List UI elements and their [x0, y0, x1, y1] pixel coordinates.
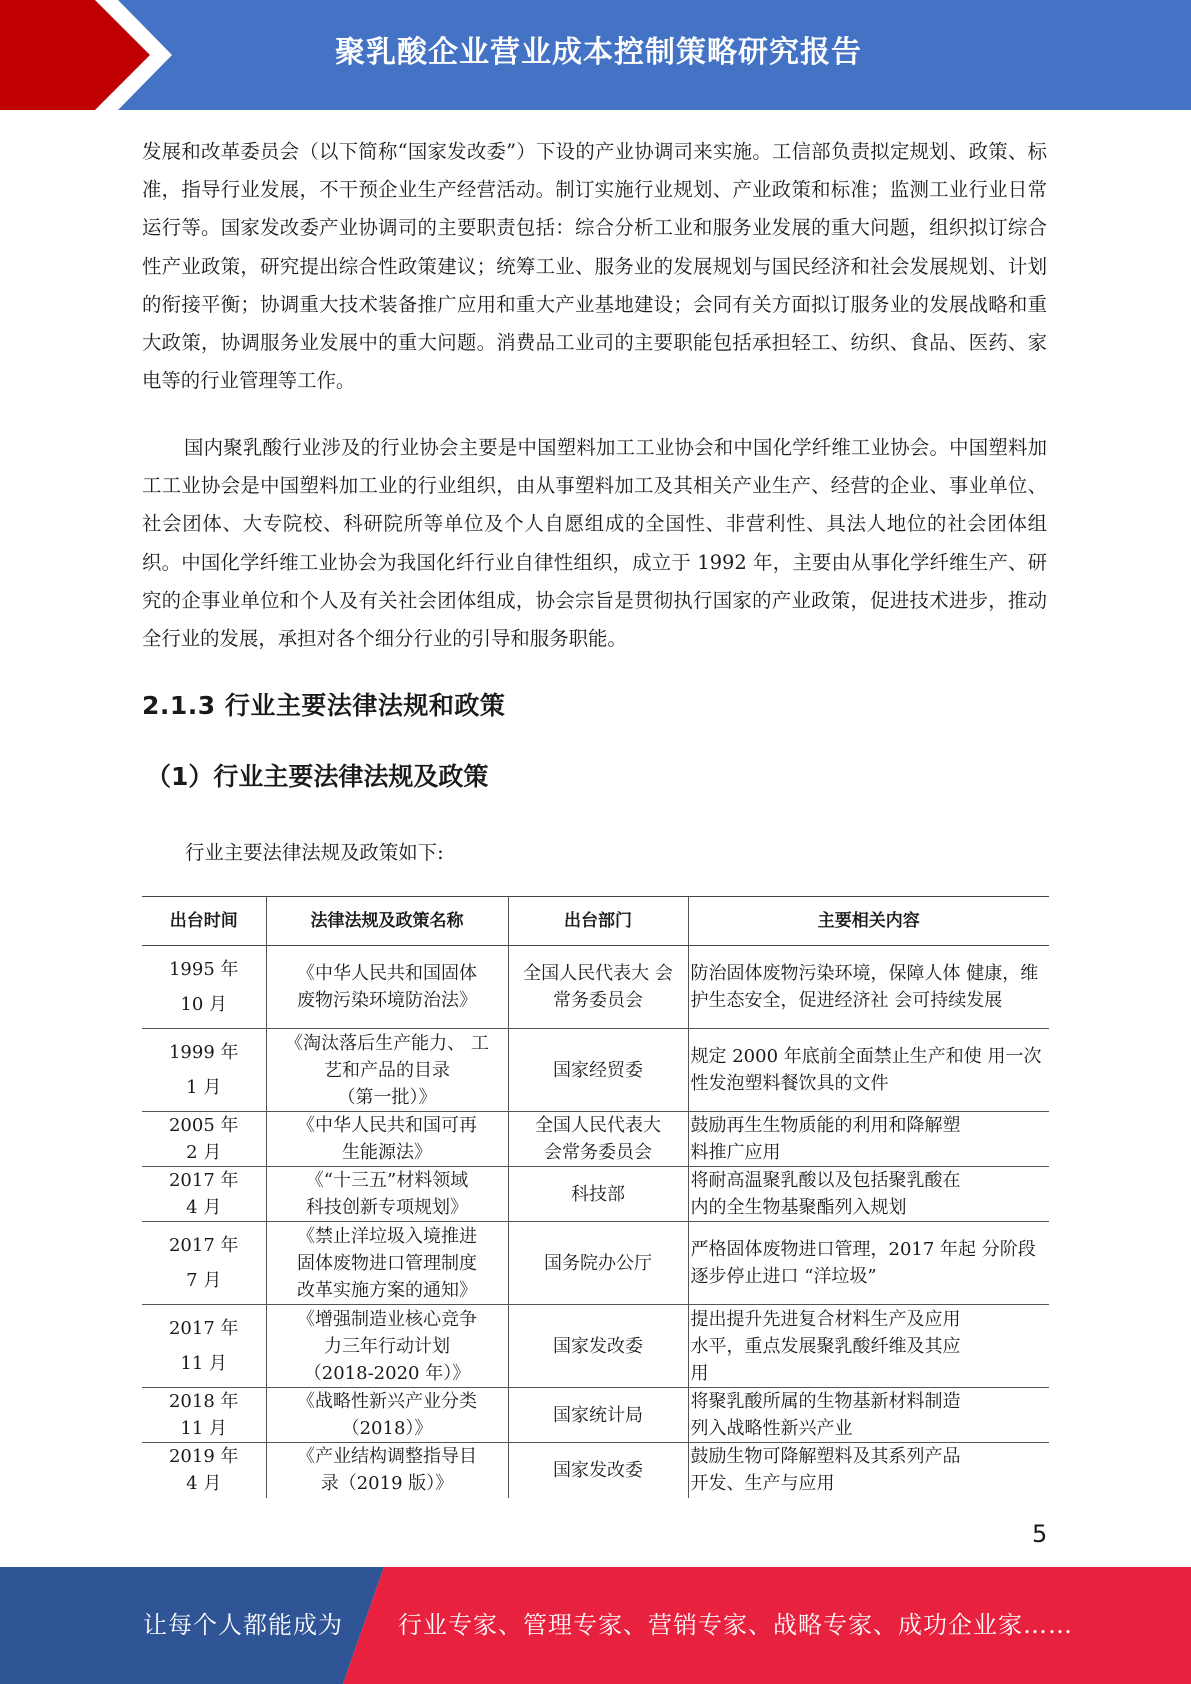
cell-content: 规定 2000 年底前全面禁止生产和使 用一次性发泡塑料餐饮具的文件 — [688, 1029, 1049, 1112]
cell-content: 将聚乳酸所属的生物基新材料制造 列入战略性新兴产业 — [688, 1388, 1049, 1443]
header-policy-name: 法律法规及政策名称 — [266, 897, 508, 946]
cell-department: 科技部 — [508, 1167, 688, 1222]
header-department: 出台部门 — [508, 897, 688, 946]
cell-department: 国家经贸委 — [508, 1029, 688, 1112]
page-number: 5 — [1032, 1520, 1048, 1548]
cell-policy-name: 《增强制造业核心竞争 力三年行动计划 （2018-2020 年）》 — [266, 1305, 508, 1388]
header-date: 出台时间 — [142, 897, 266, 946]
cell-date: 2017 年 11 月 — [142, 1305, 266, 1388]
table-row — [142, 1029, 1049, 1112]
cell-department: 全国人民代表大 会常务委员会 — [508, 1112, 688, 1167]
cell-date: 2017 年 7 月 — [142, 1222, 266, 1305]
cell-policy-name: 《禁止洋垃圾入境推进 固体废物进口管理制度 改革实施方案的通知》 — [266, 1222, 508, 1305]
cell-policy-name: 《中华人民共和国可再 生能源法》 — [266, 1112, 508, 1167]
table-row — [142, 1222, 1049, 1305]
header-content: 主要相关内容 — [688, 897, 1049, 946]
body-paragraph-1: 发展和改革委员会（以下简称“国家发改委”）下设的产业协调司来实施。工信部负责拟定规划、政策、标准，指导行业发展，不干预企业生产经营活动。制订实施行业规划、产业政策和标准；监测工业行业日常运行等。国家发改委产业协调司的主要职责包括：综合分析工业和服务业发展的重大问题，组织拟订综合性产业政策，研究提出综合性政策建议；统筹工业、服务业的发展规划与国民经济和社会发展规划、计划的衔接平衡；协调重大技术装备推广应用和重大产业基地建设；会同有关方面拟订服务业的发展战略和重大政策，协调服务业发展中的重大问题。消费品工业司的主要职能包括承担轻工、纺织、食品、医药、家电等的行业管理等工作。 — [142, 140, 1047, 393]
cell-date: 2019 年 4 月 — [168, 1446, 239, 1495]
footer-slogan-right: 行业专家、管理专家、营销专家、战略专家、成功企业家…… — [398, 1611, 1073, 1639]
policy-table — [142, 896, 1049, 1498]
report-footer — [0, 1567, 1191, 1684]
cell-content: 严格固体废物进口管理，2017 年起 分阶段逐步停止进口 “洋垃圾” — [688, 1222, 1049, 1305]
cell-department: 国务院办公厅 — [508, 1222, 688, 1305]
body-paragraph-2: 国内聚乳酸行业涉及的行业协会主要是中国塑料加工工业协会和中国化学纤维工业协会。中国塑料加工工业协会是中国塑料加工业的行业组织，由从事塑料加工及其相关产业生产、经营的企业、事业单位、社会团体、大专院校、科研院所等单位及个人自愿组成的全国性、非营利性、具法人地位的社会团体组织。中国化学纤维工业协会为我国化纤行业自律性组织，成立于 1992 年，主要由从事化学纤维生产、研究的企事业单位和个人及有关社会团体组成，协会宗旨是贯彻执行国家的产业政策，促进技术进步，推动全行业的发展，承担对各个细分行业的引导和服务职能。 — [142, 436, 1047, 651]
cell-content: 鼓励生物可降解塑料及其系列产品 开发、生产与应用 — [688, 1443, 1049, 1498]
cell-policy-name: 《产业结构调整指导目 录（2019 版）》 — [266, 1443, 508, 1498]
section-heading: 2.1.3 行业主要法律法规和政策 — [142, 691, 506, 720]
cell-content: 将耐高温聚乳酸以及包括聚乳酸在 内的全生物基聚酯列入规划 — [688, 1167, 1049, 1222]
report-title: 聚乳酸企业营业成本控制策略研究报告 — [335, 35, 862, 70]
cell-date: 1999 年 1 月 — [142, 1029, 266, 1112]
cell-date: 1995 年 10 月 — [142, 946, 266, 1029]
table-row — [142, 1305, 1049, 1388]
table-row — [142, 1112, 1049, 1167]
cell-date: 2017 年 4 月 — [142, 1167, 266, 1222]
footer-slogan-left: 让每个人都能成为 — [143, 1611, 343, 1639]
cell-policy-name: 《淘汰落后生产能力、 工 艺和产品的目录 （第一批）》 — [266, 1029, 508, 1112]
report-header — [0, 0, 1191, 110]
table-header-row — [142, 897, 1049, 946]
cell-department: 全国人民代表大 会 常务委员会 — [508, 946, 688, 1029]
table-intro: 行业主要法律法规及政策如下: — [185, 841, 444, 864]
cell-content: 防治固体废物污染环境，保障人体 健康，维护生态安全，促进经济社 会可持续发展 — [688, 946, 1049, 1029]
subsection-heading: （1）行业主要法律法规及政策 — [146, 762, 489, 791]
table-row — [142, 946, 1049, 1029]
cell-content: 提出提升先进复合材料生产及应用 水平，重点发展聚乳酸纤维及其应 用 — [688, 1305, 1049, 1388]
table-row — [142, 1167, 1049, 1222]
cell-department: 国家统计局 — [508, 1388, 688, 1443]
cell-policy-name: 《战略性新兴产业分类 （2018）》 — [266, 1388, 508, 1443]
table-row — [142, 1388, 1049, 1443]
cell-date: 2005 年 2 月 — [142, 1112, 266, 1167]
cell-department: 国家发改委 — [508, 1305, 688, 1388]
cell-department: 国家发改委 — [508, 1443, 688, 1498]
cell-policy-name: 《中华人民共和国固体 废物污染环境防治法》 — [266, 946, 508, 1029]
cell-policy-name: 《“十三五”材料领域 科技创新专项规划》 — [266, 1167, 508, 1222]
table-row — [142, 1443, 1049, 1498]
cell-date: 2018 年 11 月 — [142, 1388, 266, 1443]
cell-content: 鼓励再生生物质能的利用和降解塑 料推广应用 — [688, 1112, 1049, 1167]
